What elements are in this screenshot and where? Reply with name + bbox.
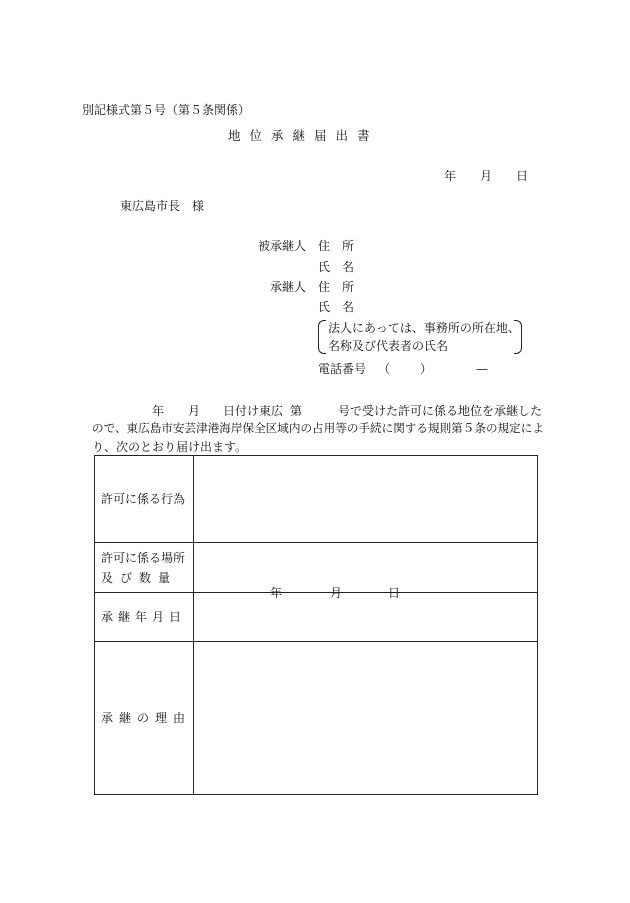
succession-year: 年 [270, 586, 283, 600]
date-day-label: 日 [516, 169, 529, 183]
successor-address-label: 住 所 [318, 280, 355, 294]
corporate-note-line1: 法人にあっては、事務所の所在地、 [328, 321, 520, 335]
phone-close-paren: ） [420, 362, 433, 376]
location-quantity-line2: 及び数量 [101, 570, 178, 585]
row-location-quantity-value[interactable] [194, 543, 538, 593]
body-dai: 第 [290, 404, 303, 418]
row-reason-label: 承継の理由 [95, 642, 194, 795]
body-year: 年 [152, 404, 165, 418]
predecessor-name-label: 氏 名 [318, 260, 355, 274]
location-quantity-line1: 許可に係る場所 [101, 550, 186, 565]
body-line1-rest: 号で受けた許可に係る地位を承継した [338, 404, 543, 418]
successor-label: 承継人 [270, 280, 307, 294]
phone-dash: — [476, 362, 488, 376]
phone-open-paren: （ [378, 362, 391, 376]
body-line2: ので、東広島市安芸津港海岸保全区域内の占用等の手続に関する規則第５条の規定によ [92, 421, 544, 435]
successor-name-label: 氏 名 [318, 300, 355, 314]
row-permitted-act-value[interactable] [194, 456, 538, 543]
body-dated: 日付け東広 [223, 404, 284, 418]
recipient: 東広島市長 様 [120, 199, 205, 213]
body-month: 月 [188, 404, 201, 418]
row-reason-value[interactable] [194, 642, 538, 795]
predecessor-address-label: 住 所 [318, 239, 355, 253]
row-location-quantity-label [95, 543, 194, 593]
predecessor-label: 被承継人 [258, 239, 307, 253]
row-permitted-act-label: 許可に係る行為 [95, 456, 194, 543]
body-line3: り、次のとおり届け出ます。 [92, 440, 248, 454]
succession-month: 月 [330, 586, 343, 600]
succession-day: 日 [388, 586, 401, 600]
form-number-label: 別記様式第５号（第５条関係） [82, 103, 251, 117]
date-month-label: 月 [480, 169, 493, 183]
notification-table [94, 455, 538, 795]
corporate-note [318, 319, 522, 353]
left-bracket [318, 320, 326, 354]
corporate-note-line2: 名称及び代表者の氏名 [328, 339, 449, 353]
document-title: 地位承継届出書 [228, 128, 379, 143]
row-succession-date-value[interactable] [194, 586, 538, 642]
date-year-label: 年 [444, 169, 457, 183]
row-succession-date-label: 承継年月日 [95, 593, 194, 642]
phone-label: 電話番号 [318, 362, 367, 376]
